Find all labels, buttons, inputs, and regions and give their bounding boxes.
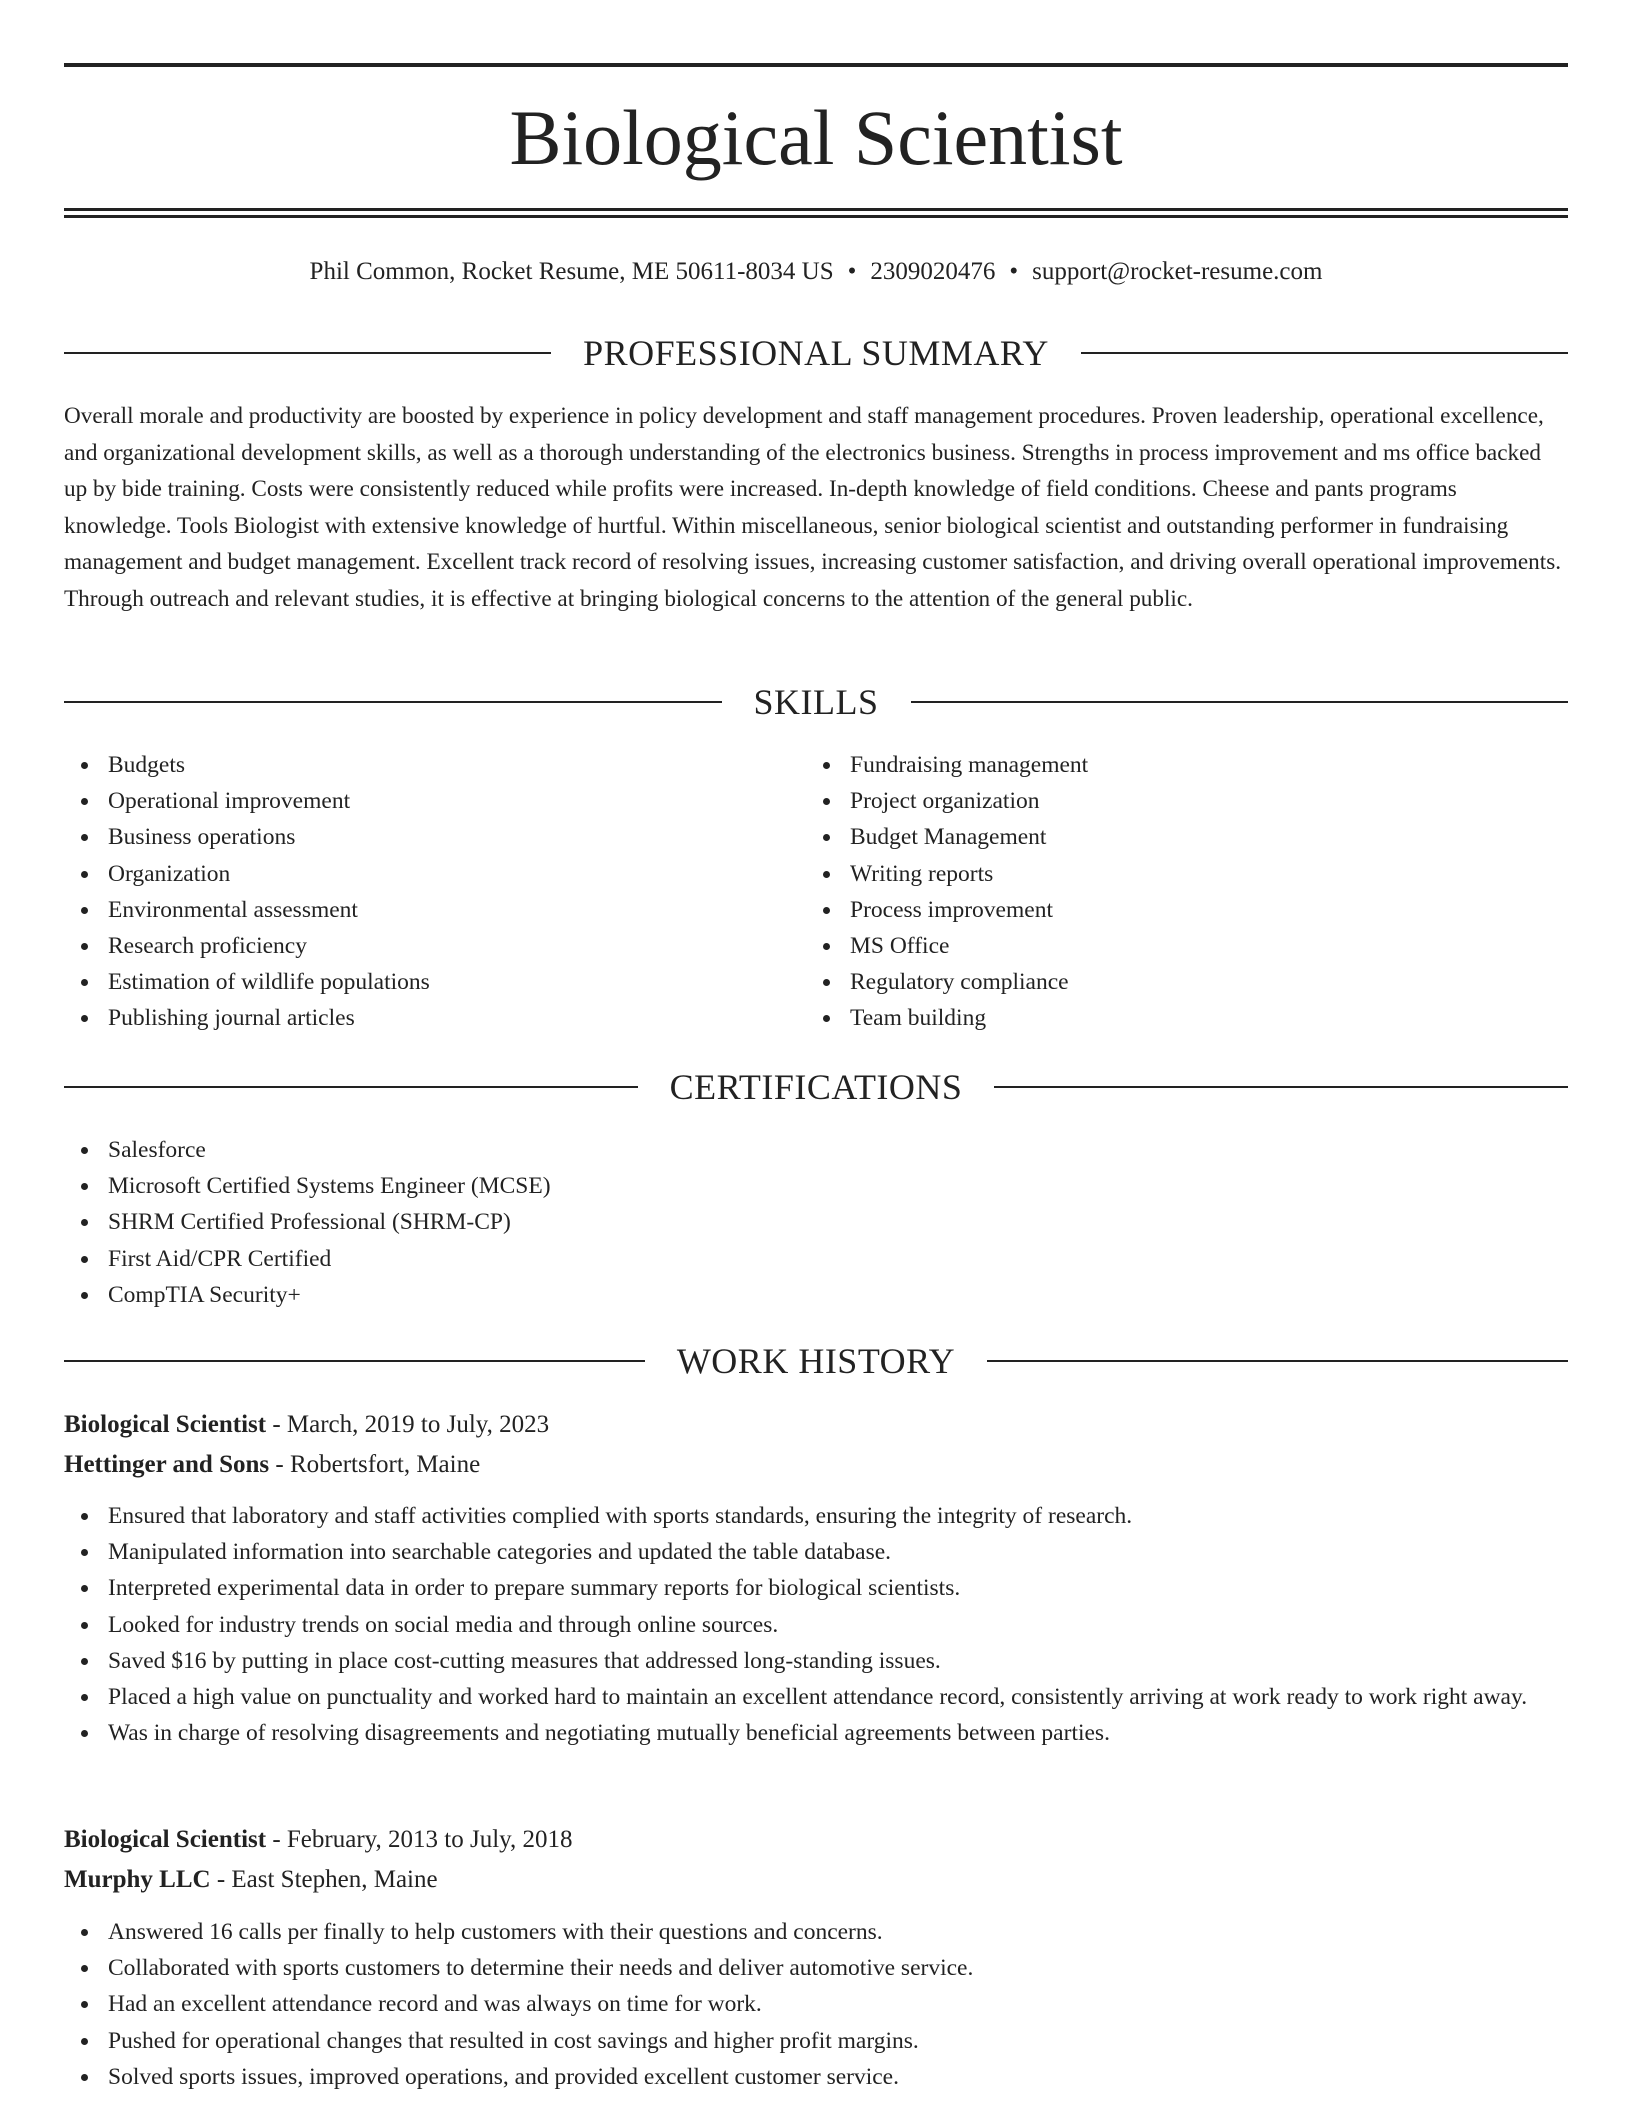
contact-separator: •: [1009, 258, 1019, 285]
section-title: SKILLS: [753, 682, 879, 722]
certification-item: Microsoft Certified Systems Engineer (MCSE): [64, 1168, 1568, 1204]
skill-item: Research proficiency: [64, 928, 764, 964]
skill-item: MS Office: [806, 928, 1566, 964]
section-title: CERTIFICATIONS: [669, 1067, 963, 1107]
job-bullet: Pushed for operational changes that resulted in cost savings and higher profit margins.: [64, 2023, 1568, 2059]
skill-item: Estimation of wildlife populations: [64, 964, 764, 1000]
job-bullet: Ensured that laboratory and staff activities complied with sports standards, ensuring the integrity of research.: [64, 1498, 1568, 1534]
job-company: Murphy LLC: [64, 1866, 211, 1893]
skills-left-column: [64, 747, 764, 1037]
job-location: - East Stephen, Maine: [210, 1866, 438, 1893]
job-bullet: Had an excellent attendance record and was always on time for work.: [64, 1986, 1568, 2022]
job-title-line: [64, 1407, 1568, 1443]
contact-address: Phil Common, Rocket Resume, ME 50611-8034 US: [309, 258, 834, 285]
section-heading-skills: [64, 680, 1568, 724]
skill-item: Budget Management: [806, 819, 1566, 855]
skill-item: Fundraising management: [806, 747, 1566, 783]
certification-item: First Aid/CPR Certified: [64, 1241, 1568, 1277]
skill-item: Business operations: [64, 819, 764, 855]
heading-rule: [64, 701, 722, 703]
section-heading-certifications: [64, 1065, 1568, 1109]
contact-phone: 2309020476: [870, 258, 996, 285]
section-heading-work-history: [64, 1339, 1568, 1383]
job-title: Biological Scientist: [64, 1411, 267, 1438]
heading-rule: [987, 1360, 1568, 1362]
heading-rule: [1081, 352, 1568, 354]
section-heading-summary: [64, 331, 1568, 375]
job-bullet: Looked for industry trends on social media and through online sources.: [64, 1607, 1568, 1643]
job-bullet: Collaborated with sports customers to determine their needs and deliver automotive service.: [64, 1950, 1568, 1986]
summary-text: Overall morale and productivity are boosted by experience in policy development and staff management procedures. Proven leadership, operational excellence, and organizational development skills, as well as a thorough understanding of the electronics business. Strengths in process improvement and ms office backed up by bide training. Costs were consistently reduced while profits were increased. In-depth knowledge of field conditions. Cheese and pants programs knowledge. Tools Biologist with extensive knowledge of hurtful. Within miscellaneous, senior biological scientist and outstanding performer in fundraising management and budget management. Excellent track record of resolving issues, increasing customer satisfaction, and driving overall operational improvements. Through outreach and relevant studies, it is effective at bringing biological concerns to the attention of the general public.: [64, 403, 1562, 612]
skill-item: Writing reports: [806, 856, 1566, 892]
certification-item: Salesforce: [64, 1132, 1568, 1168]
job-company-line: [64, 1447, 1568, 1483]
job-location: - Robertsfort, Maine: [269, 1451, 481, 1478]
job-dates: - February, 2013 to July, 2018: [266, 1826, 573, 1853]
certifications-list: [64, 1132, 1568, 1313]
heading-rule: [64, 1086, 638, 1088]
contact-email: support@rocket-resume.com: [1032, 258, 1323, 285]
skill-item: Publishing journal articles: [64, 1000, 764, 1036]
skill-item: Project organization: [806, 783, 1566, 819]
title-double-rule: [64, 208, 1568, 218]
job-title: Biological Scientist: [64, 1826, 267, 1853]
job-bullets: [64, 1914, 1568, 2095]
heading-rule: [994, 1086, 1568, 1088]
heading-rule: [64, 352, 551, 354]
section-title: PROFESSIONAL SUMMARY: [583, 333, 1049, 373]
job-bullet: Saved $16 by putting in place cost-cutting measures that addressed long-standing issues.: [64, 1643, 1568, 1679]
skills-right-column: [806, 747, 1566, 1037]
job-bullet: Was in charge of resolving disagreements and negotiating mutually beneficial agreements between parties.: [64, 1715, 1568, 1751]
heading-rule: [911, 701, 1569, 703]
certification-item: SHRM Certified Professional (SHRM-CP): [64, 1204, 1568, 1240]
job-bullet: Solved sports issues, improved operations, and provided excellent customer service.: [64, 2059, 1568, 2095]
skill-item: Operational improvement: [64, 783, 764, 819]
heading-rule: [64, 1360, 645, 1362]
skill-item: Environmental assessment: [64, 892, 764, 928]
contact-separator: •: [847, 258, 857, 285]
skill-item: Regulatory compliance: [806, 964, 1566, 1000]
job-bullet: Answered 16 calls per finally to help customers with their questions and concerns.: [64, 1914, 1568, 1950]
certification-item: CompTIA Security+: [64, 1277, 1568, 1313]
job-company-line: [64, 1862, 1568, 1898]
job-title-line: [64, 1822, 1568, 1858]
skill-item: Budgets: [64, 747, 764, 783]
job-company: Hettinger and Sons: [64, 1451, 270, 1478]
skill-item: Process improvement: [806, 892, 1566, 928]
job-bullets: [64, 1498, 1568, 1751]
job-bullet: Placed a high value on punctuality and worked hard to maintain an excellent attendance record, consistently arriving at work ready to work right away.: [64, 1679, 1568, 1715]
contact-line: [64, 254, 1568, 290]
job-dates: - March, 2019 to July, 2023: [266, 1411, 550, 1438]
job-bullet: Interpreted experimental data in order to prepare summary reports for biological scientists.: [64, 1570, 1568, 1606]
top-rule: [64, 63, 1568, 67]
skill-item: Organization: [64, 856, 764, 892]
section-title: WORK HISTORY: [676, 1341, 956, 1381]
job-bullet: Manipulated information into searchable categories and updated the table database.: [64, 1534, 1568, 1570]
skill-item: Team building: [806, 1000, 1566, 1036]
resume-title: Biological Scientist: [509, 94, 1123, 181]
